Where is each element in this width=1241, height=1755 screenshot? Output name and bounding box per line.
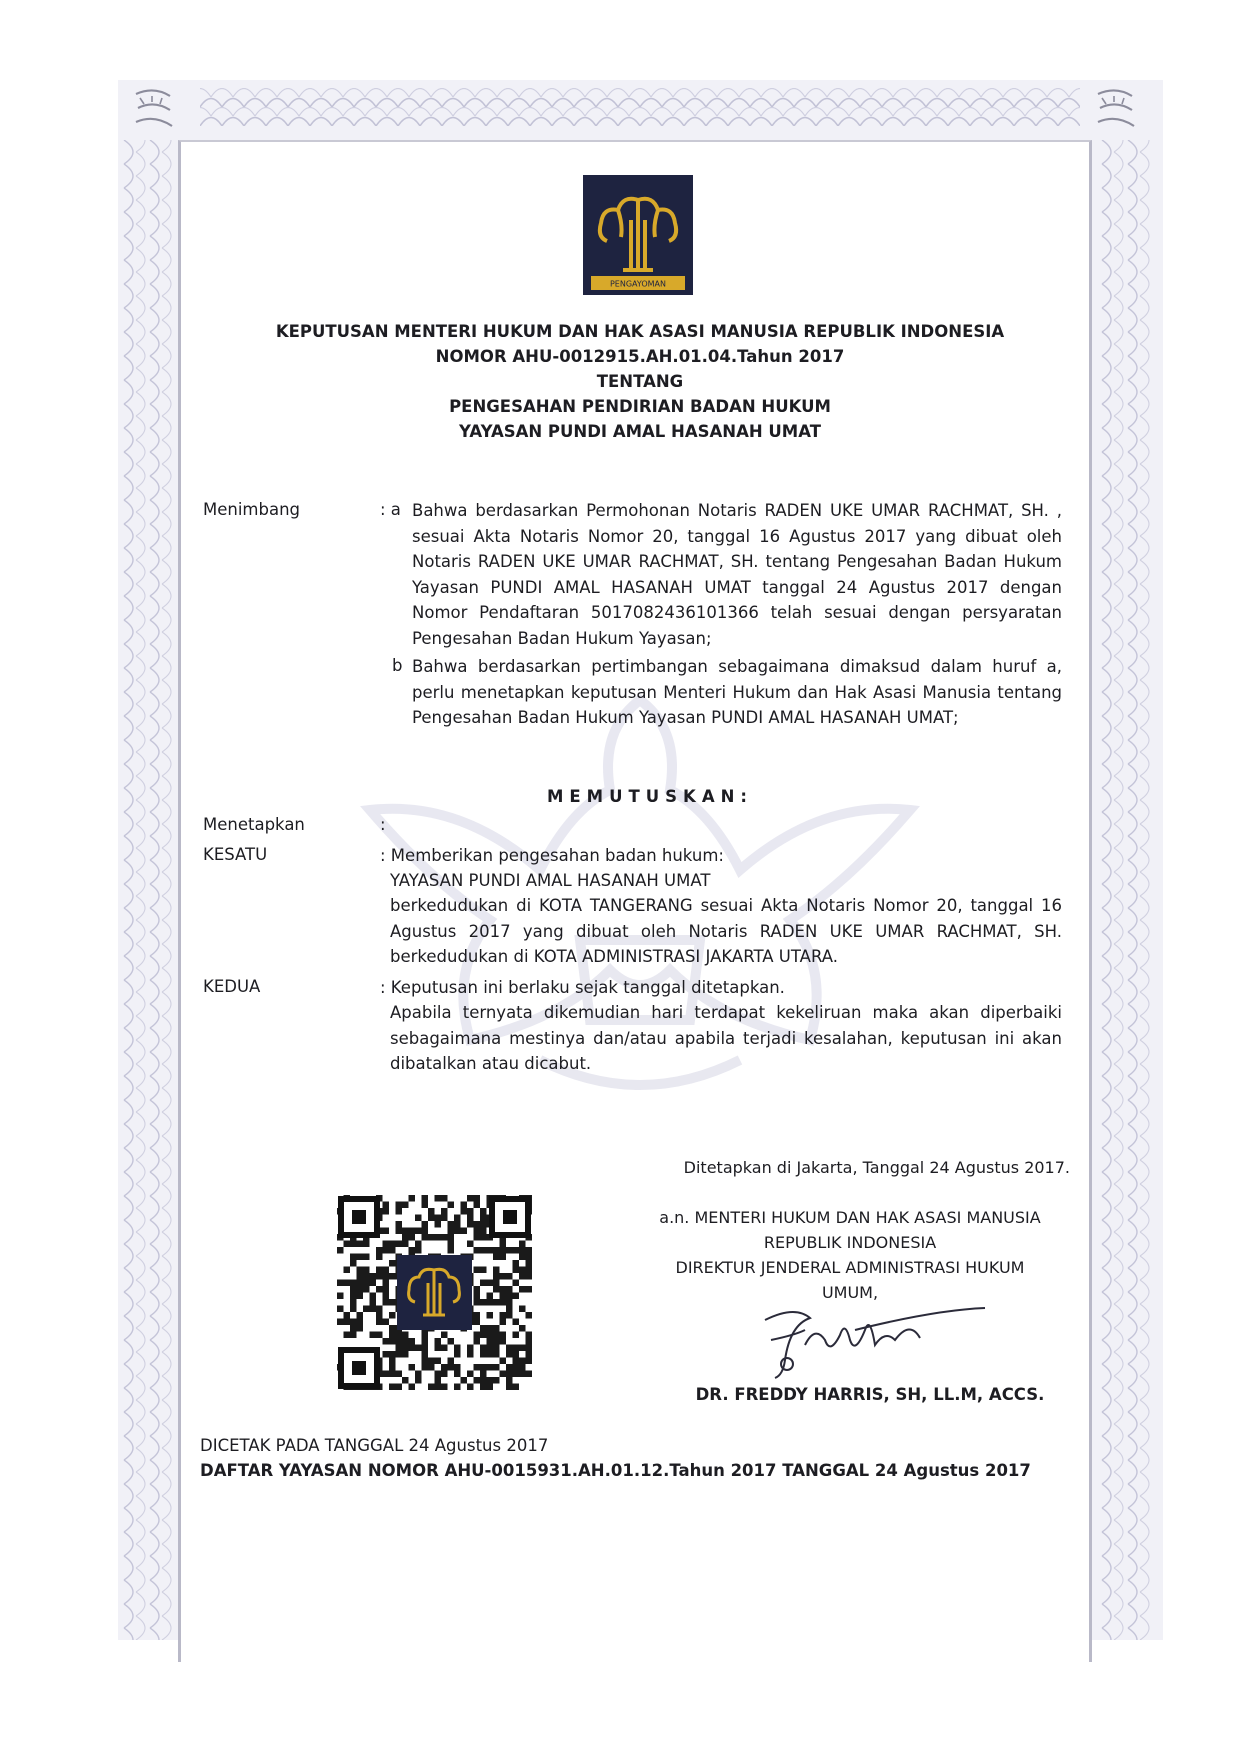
signatory-line-3: DIREKTUR JENDERAL ADMINISTRASI HUKUM bbox=[675, 1258, 1025, 1277]
menetapkan-colon: : bbox=[380, 815, 386, 834]
ornament-border-left bbox=[122, 140, 174, 1640]
corner-ornament-right bbox=[1092, 86, 1140, 134]
ornament-border-top bbox=[200, 88, 1080, 126]
menimbang-label: Menimbang bbox=[203, 500, 301, 519]
menimbang-a-text: Bahwa berdasarkan Permohonan Notaris RADEN UKE UMAR RACHMAT, SH. , sesuai Akta Notaris Nomor 20, tanggal 16 Agustus 2017 yang dibuat oleh Notaris RADEN UKE UMAR RACHMAT, SH. tentang Pengesahan Badan Hukum Yayasan PUNDI AMAL HASANAH UMAT tanggal 24 Agustus 2017 dengan Nomor Pendaftaran 5017082436101366 telah sesuai dengan persyaratan Pengesahan Badan Hukum Yayasan; bbox=[412, 501, 1062, 648]
qr-code bbox=[337, 1195, 532, 1390]
kedua-label: KEDUA bbox=[203, 977, 261, 996]
title-tentang: TENTANG bbox=[596, 372, 684, 391]
kedua-line-1: : Keputusan ini berlaku sejak tanggal ditetapkan. bbox=[380, 978, 785, 997]
signatory-name: DR. FREDDY HARRIS, SH, LL.M, ACCS. bbox=[695, 1385, 1045, 1404]
title-decree-number: NOMOR AHU-0012915.AH.01.04.Tahun 2017 bbox=[435, 347, 845, 366]
signatory-line-1: a.n. MENTERI HUKUM DAN HAK ASASI MANUSIA bbox=[659, 1208, 1041, 1227]
signatory-line-4: UMUM, bbox=[821, 1283, 879, 1302]
memutuskan-heading: MEMUTUSKAN: bbox=[546, 787, 753, 806]
kesatu-label: KESATU bbox=[203, 845, 268, 864]
title-subject: PENGESAHAN PENDIRIAN BADAN HUKUM bbox=[449, 397, 831, 416]
place-date: Ditetapkan di Jakarta, Tanggal 24 Agustus 2017. bbox=[683, 1158, 1070, 1177]
printed-date: DICETAK PADA TANGGAL 24 Agustus 2017 bbox=[200, 1436, 549, 1455]
menimbang-b-text: Bahwa berdasarkan pertimbangan sebagaimana dimaksud dalam huruf a, perlu menetapkan keputusan Menteri Hukum dan Hak Asasi Manusia tentang Pengesahan Badan Hukum Yayasan PUNDI AMAL HASANAH UMAT; bbox=[412, 657, 1062, 727]
kesatu-line-1: : Memberikan pengesahan badan hukum: bbox=[380, 846, 724, 865]
corner-ornament-left bbox=[130, 86, 178, 134]
registry-number: DAFTAR YAYASAN NOMOR AHU-0015931.AH.01.12.Tahun 2017 TANGGAL 24 Agustus 2017 bbox=[200, 1461, 1031, 1480]
signatory-line-2: REPUBLIK INDONESIA bbox=[763, 1233, 937, 1252]
kesatu-text: berkedudukan di KOTA TANGERANG sesuai Akta Notaris Nomor 20, tanggal 16 Agustus 2017 yang dibuat oleh Notaris RADEN UKE UMAR RACHMAT, SH. berkedudukan di KOTA ADMINISTRASI JAKARTA UTARA. bbox=[390, 896, 1062, 966]
kesatu-foundation-name: YAYASAN PUNDI AMAL HASANAH UMAT bbox=[390, 871, 711, 890]
title-foundation-name: YAYASAN PUNDI AMAL HASANAH UMAT bbox=[459, 422, 821, 441]
ornament-border-right bbox=[1100, 140, 1152, 1640]
handwritten-signature bbox=[735, 1300, 995, 1380]
menetapkan-label: Menetapkan bbox=[203, 815, 305, 834]
kedua-text: Apabila ternyata dikemudian hari terdapat kekeliruan maka akan diperbaiki sebagaimana mestinya dan/atau apabila terjadi kesalahan, keputusan ini akan dibatalkan atau dicabut. bbox=[390, 1003, 1062, 1073]
pengayoman-emblem bbox=[583, 175, 693, 295]
title-line-1: KEPUTUSAN MENTERI HUKUM DAN HAK ASASI MANUSIA REPUBLIK INDONESIA bbox=[275, 322, 1005, 341]
menimbang-a-marker: : a bbox=[380, 500, 401, 519]
emblem-text: PENGAYOMAN bbox=[609, 279, 667, 289]
menimbang-b-marker: b bbox=[392, 656, 403, 675]
